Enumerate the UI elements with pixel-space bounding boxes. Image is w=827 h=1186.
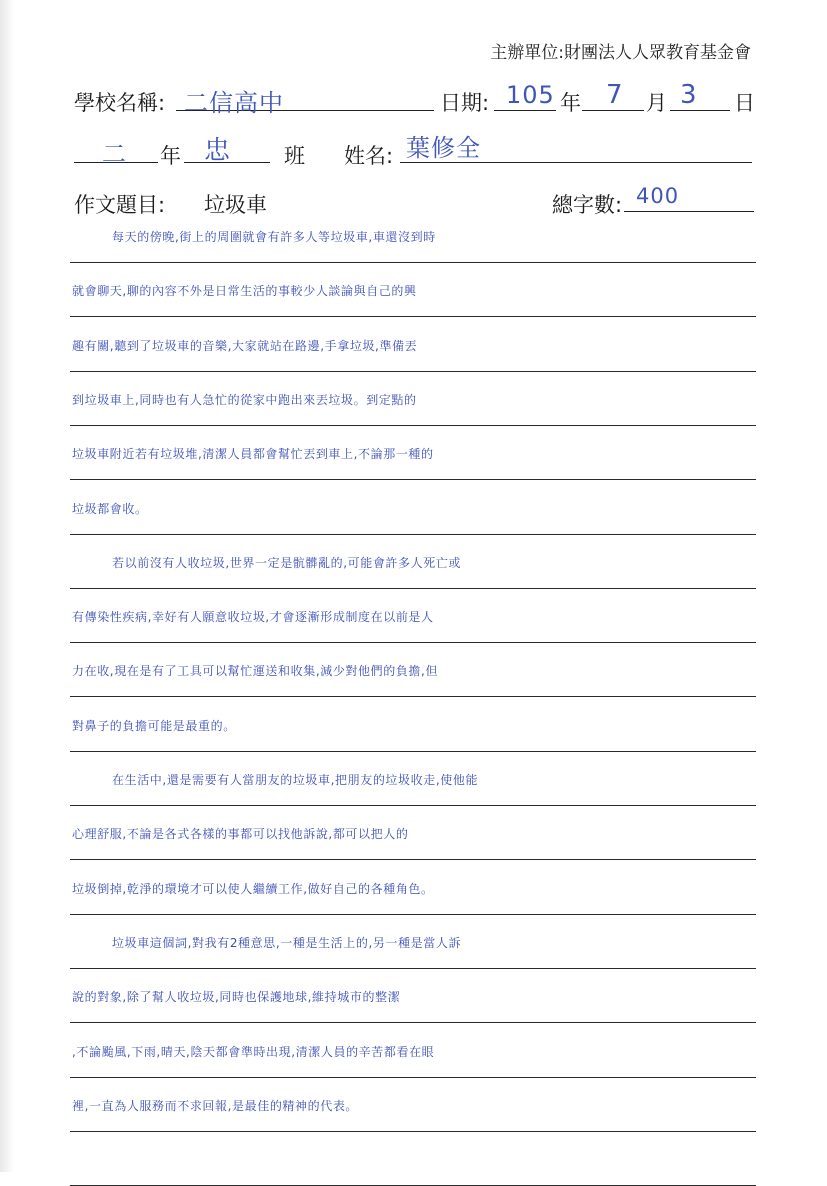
date-year-value: 105 — [506, 81, 555, 109]
essay-line: 垃圾車附近若有垃圾堆,清潔人員都會幫忙丟到車上,不論那一種的 — [72, 447, 434, 461]
ruled-line — [70, 262, 756, 263]
essay-line: 心理舒服,不論是各式各樣的事都可以找他訴說,都可以把人的 — [72, 827, 409, 841]
ruled-line — [70, 859, 756, 860]
date-day-value: 3 — [680, 80, 698, 110]
name-value: 葉修全 — [406, 134, 481, 162]
ruled-line — [70, 1077, 756, 1078]
school-value: 二信高中 — [184, 89, 284, 117]
date-month-value: 7 — [606, 80, 624, 110]
ruled-line — [70, 1131, 756, 1132]
year-label: 年 — [560, 91, 581, 115]
month-label: 月 — [646, 91, 667, 115]
ruled-line — [70, 425, 756, 426]
organizer-label: 主辦單位:財團法人人眾教育基金會 — [490, 43, 751, 63]
essay-line: 就會聊天,聊的內容不外是日常生活的事較少人談論與自己的興 — [72, 284, 417, 298]
essay-line: 對鼻子的負擔可能是最重的。 — [72, 719, 236, 733]
school-label: 學校名稱: — [74, 91, 166, 115]
topic-value: 垃圾車 — [204, 193, 267, 217]
essay-line: 在生活中,還是需要有人當朋友的垃圾車,把朋友的垃圾收走,使他能 — [112, 773, 479, 787]
grade-label: 年 — [160, 144, 181, 168]
wordcount-underline — [624, 211, 754, 212]
essay-line: ,不論颱風,下雨,晴天,陰天都會準時出現,清潔人員的辛苦都看在眼 — [72, 1045, 435, 1059]
essay-line: 有傳染性疾病,幸好有人願意收垃圾,才會逐漸形成制度在以前是人 — [72, 610, 434, 624]
essay-line: 若以前沒有人收垃圾,世界一定是骯髒亂的,可能會許多人死亡或 — [112, 556, 462, 570]
ruled-line — [70, 968, 756, 969]
day-label: 日 — [734, 91, 755, 115]
ruled-line — [70, 479, 756, 480]
ruled-line — [70, 751, 756, 752]
wordcount-value: 400 — [636, 184, 680, 208]
ruled-line — [70, 588, 756, 589]
ruled-line — [70, 642, 756, 643]
essay-line: 趣有關,聽到了垃圾車的音樂,大家就站在路邊,手拿垃圾,準備丟 — [72, 339, 418, 353]
essay-line: 力在收,現在是有了工具可以幫忙運送和收集,減少對他們的負擔,但 — [72, 664, 439, 678]
name-label: 姓名: — [344, 144, 394, 168]
ruled-line — [70, 316, 756, 317]
essay-line: 垃圾都會收。 — [72, 502, 148, 516]
essay-line: 每天的傍晚,街上的周圍就會有許多人等垃圾車,車還沒到時 — [112, 230, 436, 244]
ruled-line — [70, 1022, 756, 1023]
ruled-line — [70, 696, 756, 697]
grade-value: 二 — [102, 140, 127, 168]
scan-edge-shadow — [0, 0, 14, 1172]
wordcount-label: 總字數: — [552, 193, 623, 217]
essay-line: 垃圾車這個詞,對我有2種意思,一種是生活上的,另一種是當人訴 — [112, 936, 462, 950]
day-underline — [670, 110, 730, 111]
class-label: 班 — [284, 144, 305, 168]
month-underline — [582, 110, 644, 111]
essay-line: 說的對象,除了幫人收垃圾,同時也保護地球,維持城市的整潔 — [72, 990, 401, 1004]
essay-line: 裡,一直為人服務而不求回報,是最佳的精神的代表。 — [72, 1099, 359, 1113]
class-value: 忠 — [204, 136, 232, 166]
topic-label: 作文題目: — [74, 193, 166, 217]
essay-line: 垃圾倒掉,乾淨的環境才可以使人繼續工作,做好自己的各種角色。 — [72, 882, 434, 896]
essay-line: 到垃圾車上,同時也有人急忙的從家中跑出來丟垃圾。到定點的 — [72, 393, 417, 407]
ruled-line — [70, 534, 756, 535]
ruled-line — [70, 805, 756, 806]
date-label: 日期: — [440, 91, 490, 115]
ruled-line — [70, 914, 756, 915]
year-underline — [494, 110, 556, 111]
ruled-line — [70, 371, 756, 372]
